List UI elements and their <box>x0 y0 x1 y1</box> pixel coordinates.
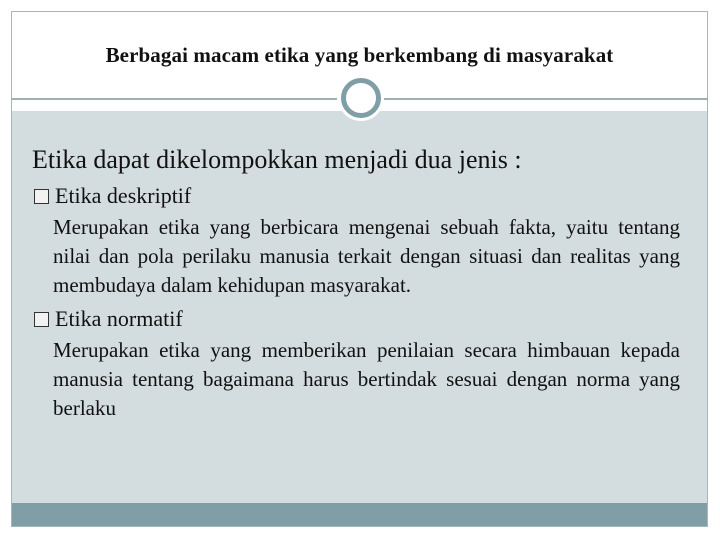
footer-band <box>12 503 707 526</box>
bullet-description: Merupakan etika yang berbicara mengenai sebuah fakta, yaitu tentang nilai dan pola perilaku manusia terkait dengan situasi dan realitas yang membudaya dalam kehidupan masyarakat. <box>53 215 680 297</box>
bullet-description: Merupakan etika yang memberikan penilaian secara himbauan kepada manusia tentang bagaimana harus bertindak sesuai dengan norma yang berlaku <box>53 338 680 420</box>
slide-content <box>32 143 682 427</box>
bullet-item-normatif <box>32 304 682 334</box>
title-divider-left <box>11 98 337 100</box>
checkbox-bullet-icon <box>34 312 49 327</box>
title-divider-right <box>384 98 708 100</box>
slide-title: Berbagai macam etika yang berkembang di masyarakat <box>105 43 614 67</box>
circle-ring-inner <box>341 78 381 118</box>
bullet-item-deskriptif <box>32 181 682 211</box>
bullet-heading: Etika deskriptif <box>55 183 192 208</box>
intro-text: Etika dapat dikelompokkan menjadi dua jenis : <box>32 145 522 174</box>
bullet-heading: Etika normatif <box>55 306 183 331</box>
checkbox-bullet-icon <box>34 189 49 204</box>
circle-ring-icon <box>338 75 384 121</box>
